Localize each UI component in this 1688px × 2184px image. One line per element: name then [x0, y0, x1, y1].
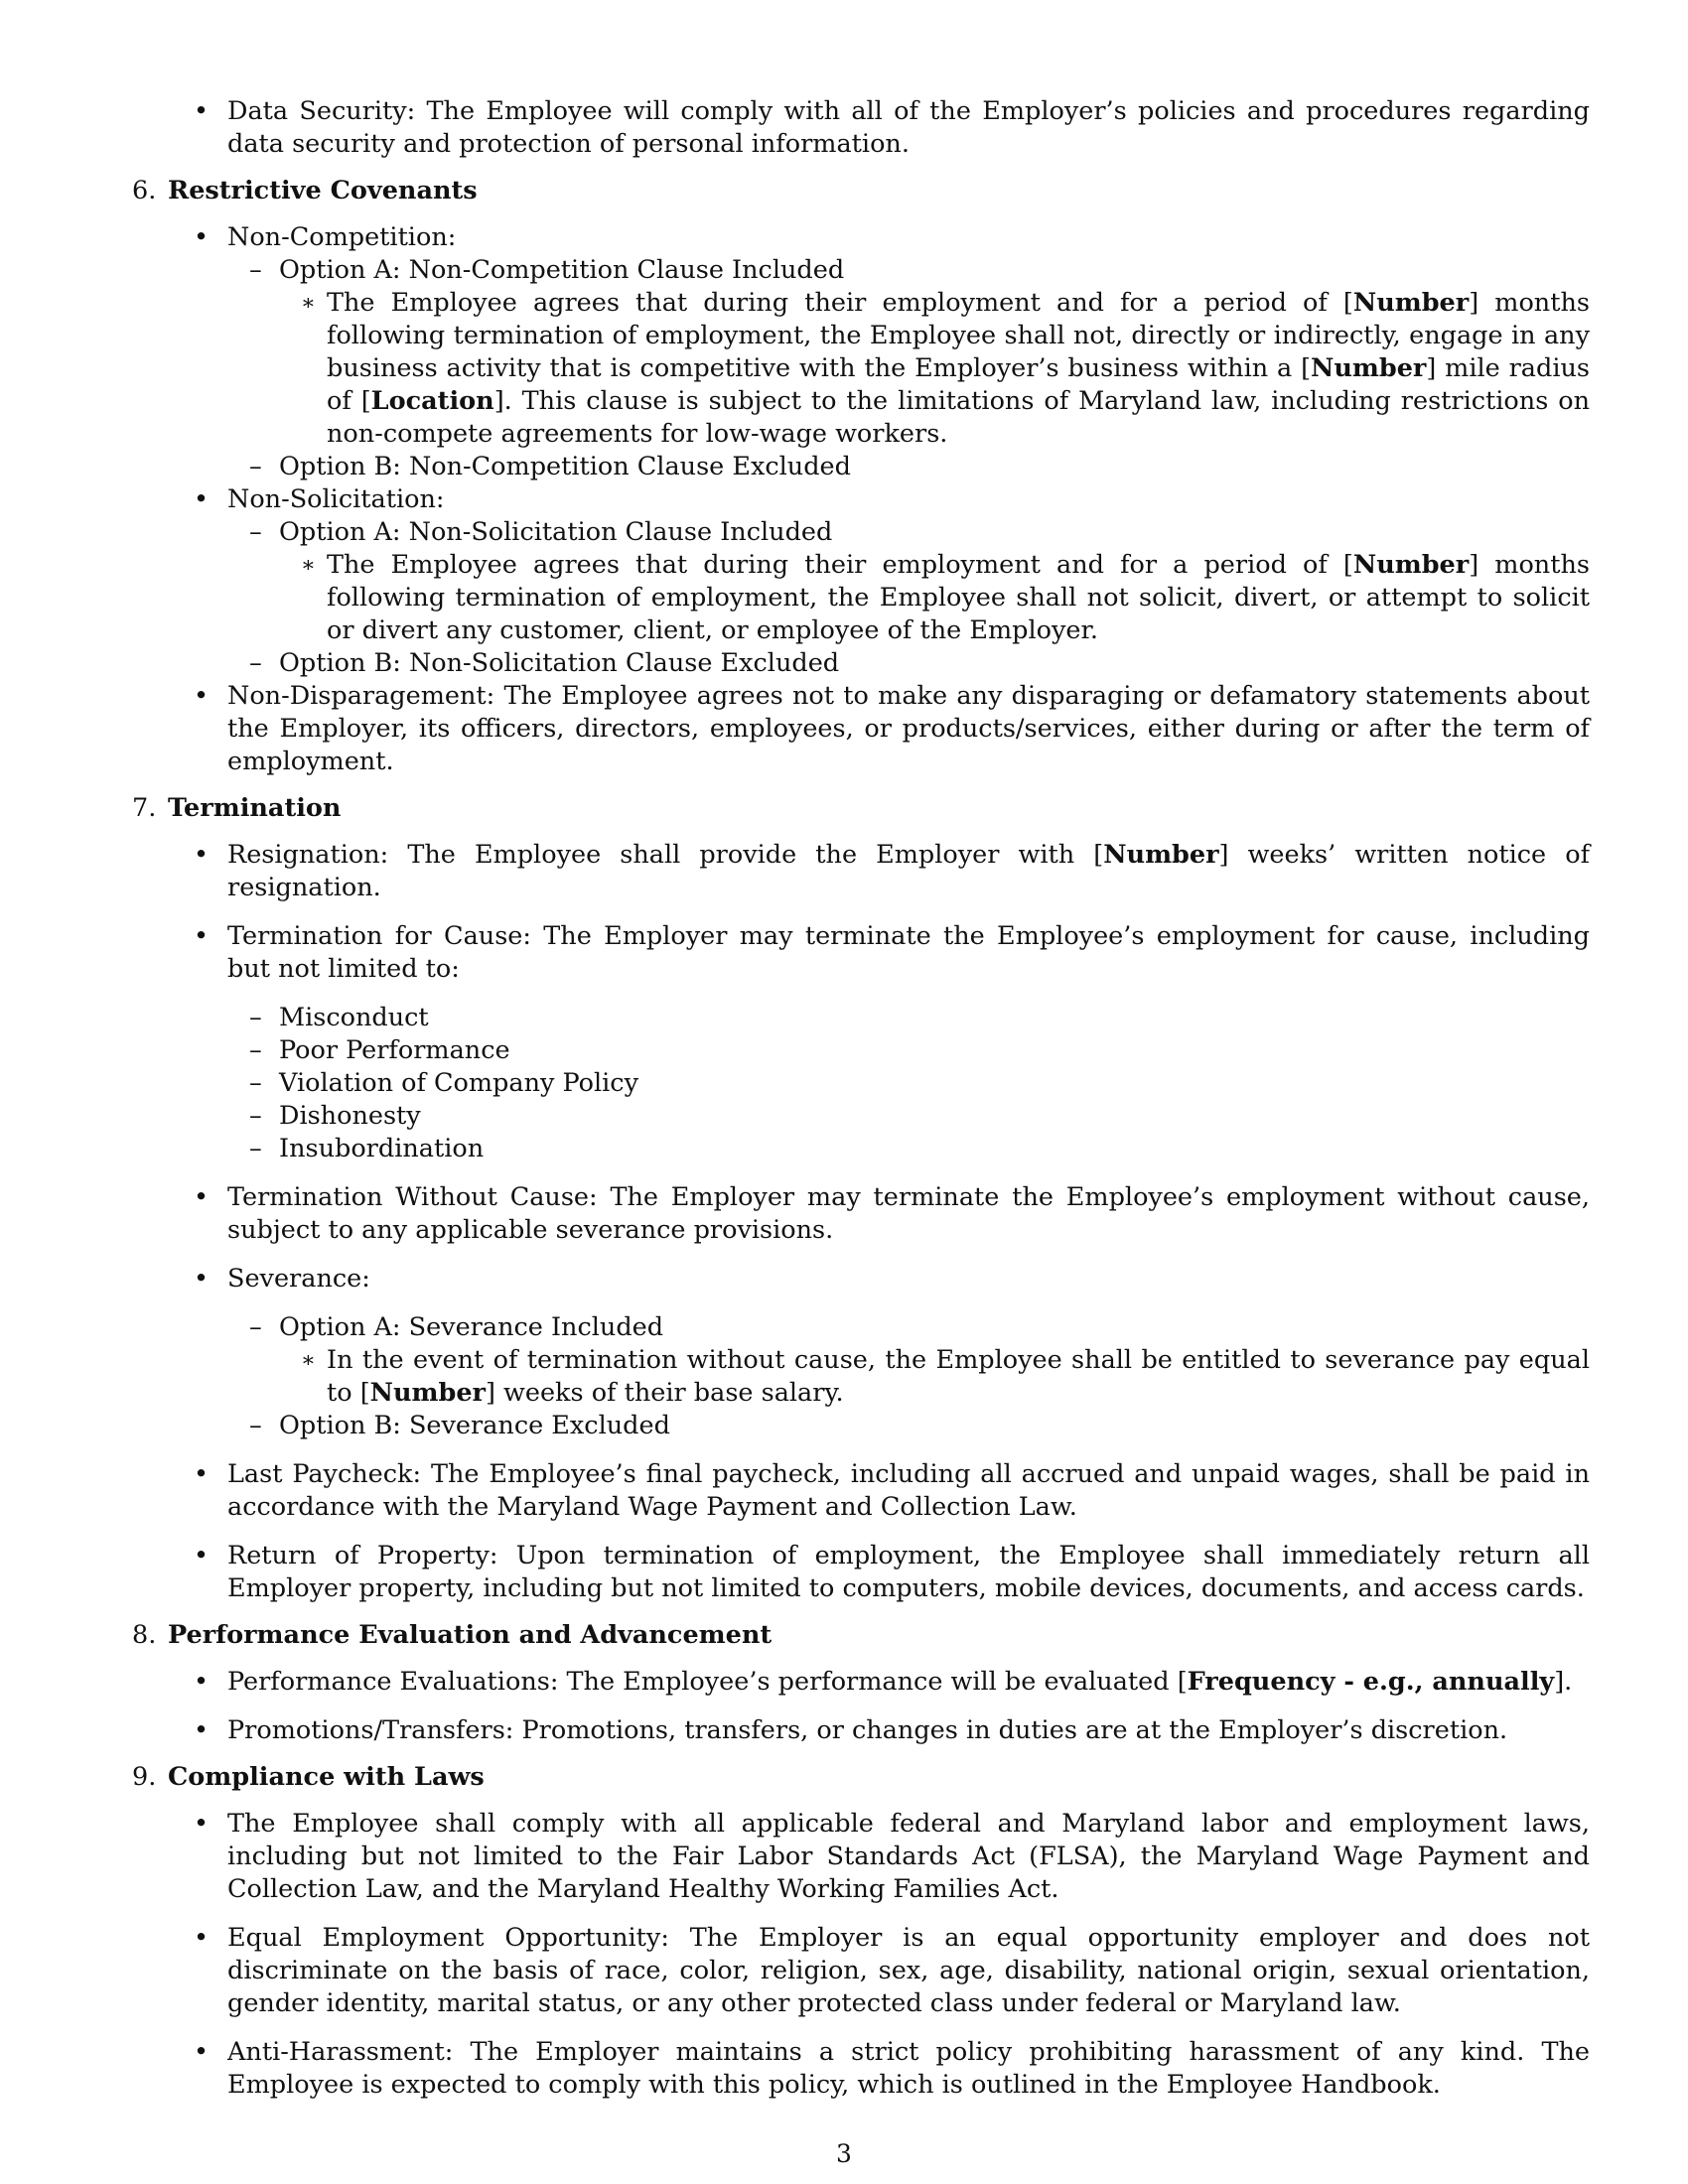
cause-list-item: – Poor Performance	[249, 1035, 510, 1065]
page-number: 3	[836, 2139, 852, 2168]
equal-opportunity-item: • Equal Employment Opportunity: The Employer is an equal opportunity employer and does not discriminate on the basis of race, color, religion, sex, age, disability, national origin, sexual orientation, gender identity, marital status, or any other protected class under federal or Maryland law.	[194, 1923, 1590, 2018]
dash-icon: –	[249, 1312, 262, 1342]
dash-icon: –	[249, 648, 262, 678]
resignation-item: • Resignation: The Employee shall provide the Employer with [Number] weeks’ written notice of resignation.	[194, 840, 1591, 902]
document-page	[132, 95, 1590, 2102]
non-solicitation-option-a: – Option A: Non-Solicitation Clause Included	[249, 517, 833, 547]
dash-icon: –	[249, 452, 262, 481]
bullet-icon: •	[194, 1667, 210, 1697]
dash-icon: –	[249, 1134, 262, 1163]
anti-harassment-item: • Anti-Harassment: The Employer maintains a strict policy prohibiting harassment of any kind. The Employee is expected to comply with this policy, which is outlined in the Employee Handbook.	[194, 2037, 1590, 2100]
bullet-icon: •	[194, 1715, 210, 1745]
severance-option-a: – Option A: Severance Included	[249, 1312, 664, 1342]
section-8-heading: 8. Performance Evaluation and Advancement	[132, 1620, 773, 1650]
bullet-icon: •	[194, 1264, 210, 1294]
placeholder: Number	[1352, 288, 1470, 318]
bullet-icon: •	[194, 1809, 210, 1839]
bullet-icon: •	[194, 1541, 210, 1570]
section-title: Performance Evaluation and Advancement	[168, 1620, 773, 1650]
dash-icon: –	[249, 1068, 262, 1098]
data-security-text: Data Security: The Employee will comply with all of the Employer’s policies and procedures regarding data security and protection of personal information.	[227, 96, 1590, 159]
dash-icon: –	[249, 1003, 262, 1032]
bullet-icon: •	[194, 1459, 210, 1489]
bullet-icon: •	[194, 921, 210, 951]
non-disparagement-item: • Non-Disparagement: The Employee agrees not to make any disparaging or defamatory statements about the Employer, its officers, directors, employees, or products/services, either during or after the term of employment.	[194, 681, 1590, 776]
bullet-icon: •	[194, 484, 210, 514]
placeholder: Number	[1103, 840, 1219, 870]
performance-evaluations-item: • Performance Evaluations: The Employee’s performance will be evaluated [Frequency - e.g., annually].	[194, 1667, 1573, 1697]
asterisk-icon: ∗	[301, 553, 316, 578]
severance-option-b: – Option B: Severance Excluded	[249, 1411, 670, 1440]
dash-icon: –	[249, 1101, 262, 1131]
non-solicitation-clause: ∗ The Employee agrees that during their employment and for a period of [Number] months following termination of employment, the Employee shall not solicit, divert, or attempt to solicit or divert any customer, client, or employee of the Employer.	[301, 550, 1590, 645]
non-solicitation-item: • Non-Solicitation:	[194, 484, 445, 514]
dash-icon: –	[249, 517, 262, 547]
non-competition-option-a: – Option A: Non-Competition Clause Included	[249, 255, 845, 285]
promotions-item: • Promotions/Transfers: Promotions, transfers, or changes in duties are at the Employer’s discretion.	[194, 1715, 1508, 1745]
bullet-icon: •	[194, 222, 210, 252]
section-title: Termination	[168, 793, 342, 823]
cause-list-item: – Dishonesty	[249, 1101, 421, 1131]
section-7-heading: 7. Termination	[132, 793, 342, 823]
non-competition-clause: ∗ The Employee agrees that during their employment and for a period of [Number] months following termination of employment, the Employee shall not, directly or indirectly, engage in any business activity that is competitive with the Employer’s business within a [Number] mile radius of [Location]. This clause is subject to the limitations of Maryland law, including restrictions on non-compete agreements for low-wage workers.	[301, 288, 1590, 449]
cause-list-item: – Insubordination	[249, 1134, 485, 1163]
placeholder: Number	[369, 1378, 486, 1408]
dash-icon: –	[249, 255, 262, 285]
dash-icon: –	[249, 1411, 262, 1440]
severance-clause: ∗ In the event of termination without cause, the Employee shall be entitled to severance pay equal to [Number] weeks of their base salary.	[301, 1345, 1590, 1408]
termination-without-cause-item: • Termination Without Cause: The Employer may terminate the Employee’s employment without cause, subject to any applicable severance provisions.	[194, 1182, 1590, 1245]
placeholder: Frequency - e.g., annually	[1187, 1667, 1555, 1697]
bullet-icon: •	[194, 681, 210, 711]
bullet-icon: •	[194, 96, 210, 126]
non-competition-option-b: – Option B: Non-Competition Clause Excluded	[249, 452, 851, 481]
data-security-item	[194, 95, 1590, 161]
bullet-icon: •	[194, 1923, 210, 1953]
cause-list-item: – Misconduct	[249, 1003, 429, 1032]
dash-icon: –	[249, 1035, 262, 1065]
non-competition-item: • Non-Competition:	[194, 222, 457, 252]
bullet-icon: •	[194, 840, 210, 870]
asterisk-icon: ∗	[301, 291, 316, 316]
termination-for-cause-item: • Termination for Cause: The Employer may terminate the Employee’s employment for cause, including but not limited to:	[194, 921, 1590, 984]
cause-list-item: – Violation of Company Policy	[249, 1068, 638, 1098]
asterisk-icon: ∗	[301, 1348, 316, 1373]
bullet-icon: •	[194, 2037, 210, 2067]
return-of-property-item: • Return of Property: Upon termination of employment, the Employee shall immediately return all Employer property, including but not limited to computers, mobile devices, documents, and access cards.	[194, 1541, 1590, 1603]
section-6-heading: 6. Restrictive Covenants	[132, 176, 478, 205]
section-title: Compliance with Laws	[168, 1762, 485, 1792]
severance-item: • Severance:	[194, 1264, 370, 1294]
non-solicitation-option-b: – Option B: Non-Solicitation Clause Excluded	[249, 648, 840, 678]
compliance-laws-item: • The Employee shall comply with all applicable federal and Maryland labor and employment laws, including but not limited to the Fair Labor Standards Act (FLSA), the Maryland Wage Payment and Collection Law, and the Maryland Healthy Working Families Act.	[194, 1809, 1590, 1904]
placeholder: Location	[370, 386, 494, 416]
section-title: Restrictive Covenants	[168, 176, 478, 205]
placeholder: Number	[1352, 550, 1470, 580]
last-paycheck-item: • Last Paycheck: The Employee’s final paycheck, including all accrued and unpaid wages, shall be paid in accordance with the Maryland Wage Payment and Collection Law.	[194, 1459, 1590, 1522]
bullet-icon: •	[194, 1182, 210, 1212]
placeholder: Number	[1311, 353, 1427, 383]
section-9-heading: 9. Compliance with Laws	[132, 1762, 485, 1792]
